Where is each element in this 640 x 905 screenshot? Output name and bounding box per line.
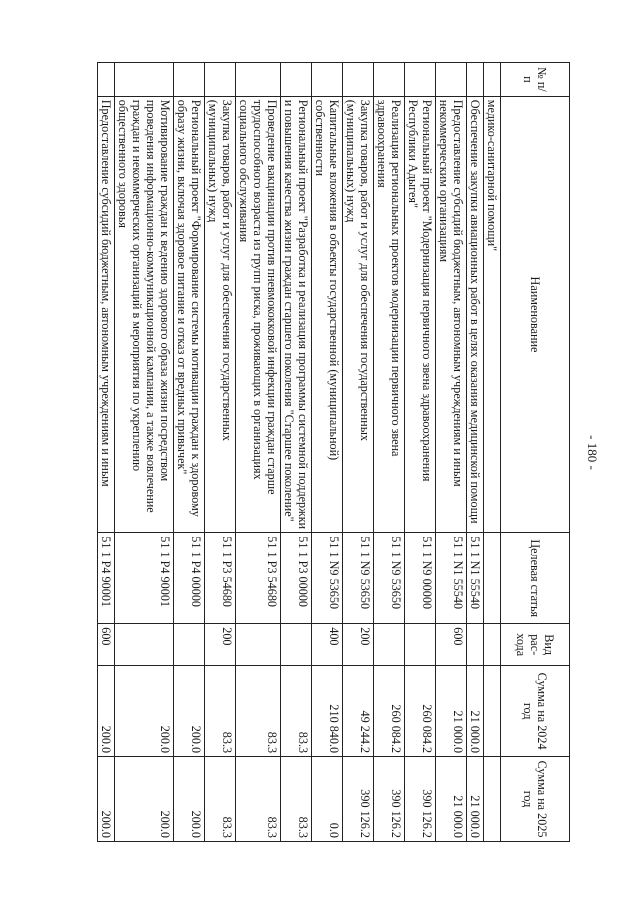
table-row: [236, 63, 281, 842]
cell-kind: [467, 624, 484, 666]
table-row: [467, 63, 484, 842]
cell-code: 51 1 N1 55540: [467, 533, 484, 624]
cell-sum-2025: 0.0: [312, 757, 343, 842]
cell-name: Предоставление субсидий бюджетным, автономным учреждениям и иным некоммерческим организациям: [436, 96, 467, 533]
cell-name: Закупка товаров, работ и услуг для обеспечения государственных (муниципальных) нужд: [205, 96, 236, 533]
cell-sum-2024: [484, 666, 501, 757]
cell-kind: [374, 624, 405, 666]
cell-code: 51 1 P4 90001: [115, 533, 174, 624]
cell-kind: 600: [98, 624, 115, 666]
table-header-row: [501, 63, 570, 842]
header-name: Наименование: [501, 96, 570, 533]
cell-sum-2024: 21 000.0: [467, 666, 484, 757]
cell-code: 51 1 P3 54680: [236, 533, 281, 624]
cell-kind: 600: [436, 624, 467, 666]
cell-sum-2024: 260 084.2: [405, 666, 436, 757]
cell-sum-2024: 200.0: [115, 666, 174, 757]
header-number: № п/п: [501, 63, 570, 97]
cell-name: Закупка товаров, работ и услуг для обеспечения государственных (муниципальных) нужд: [343, 96, 374, 533]
table-row: [343, 63, 374, 842]
cell-sum-2025: 83.3: [236, 757, 281, 842]
cell-sum-2025: 83.3: [281, 757, 312, 842]
cell-sum-2024: 49 244.2: [343, 666, 374, 757]
cell-name: медико-санитарной помощи": [484, 96, 501, 533]
cell-name: Реализация региональных проектов модернизации первичного звена здравоохранения: [374, 96, 405, 533]
cell-kind: [484, 624, 501, 666]
cell-sum-2025: 83.3: [205, 757, 236, 842]
header-kind-line3: хода: [514, 633, 528, 657]
cell-code: 51 1 P3 00000: [281, 533, 312, 624]
cell-kind: 200: [205, 624, 236, 666]
cell-sum-2025: 390 126.2: [374, 757, 405, 842]
header-kind-line1: Вид: [542, 634, 556, 656]
table-row: [405, 63, 436, 842]
cell-name: Обеспечение закупки авиационных работ в целях оказания медицинской помощи: [467, 96, 484, 533]
cell-number: [343, 63, 374, 97]
cell-name: Региональный проект "Модернизация первичного звена здравоохранения Республики Адыгея": [405, 96, 436, 533]
cell-sum-2024: 83.3: [205, 666, 236, 757]
page-number: - 180 -: [585, 435, 600, 470]
cell-name: Региональный проект "Формирование системы мотивации граждан к здоровому образу жизни, включая здоровое питание и отказ от вредных привычек": [174, 96, 205, 533]
cell-code: 51 1 P4 00000: [174, 533, 205, 624]
cell-number: [436, 63, 467, 97]
cell-number: [467, 63, 484, 97]
cell-code: 51 1 P3 54680: [205, 533, 236, 624]
cell-number: [374, 63, 405, 97]
cell-sum-2024: 83.3: [236, 666, 281, 757]
cell-code: [484, 533, 501, 624]
cell-sum-2024: 21 000.0: [436, 666, 467, 757]
cell-sum-2025: 390 126.2: [343, 757, 374, 842]
budget-table: [97, 62, 570, 842]
cell-number: [98, 63, 115, 97]
cell-code: 51 1 P4 90001: [98, 533, 115, 624]
cell-kind: [281, 624, 312, 666]
cell-number: [174, 63, 205, 97]
table-row: [205, 63, 236, 842]
cell-sum-2025: 200.0: [115, 757, 174, 842]
cell-number: [484, 63, 501, 97]
header-kind-line2: рас-: [528, 634, 542, 656]
header-sum-2025: Сумма на 2025 год: [501, 757, 570, 842]
cell-number: [115, 63, 174, 97]
cell-name: Капитальные вложения в объекты государственной (муниципальной) собственности: [312, 96, 343, 533]
cell-number: [312, 63, 343, 97]
table-row: [174, 63, 205, 842]
cell-name: Предоставление субсидий бюджетным, автономным учреждениям и иным: [98, 96, 115, 533]
cell-code: 51 1 N9 53650: [374, 533, 405, 624]
cell-sum-2024: 210 840.0: [312, 666, 343, 757]
cell-number: [236, 63, 281, 97]
cell-kind: 200: [343, 624, 374, 666]
table-row: [98, 63, 115, 842]
table-row: [436, 63, 467, 842]
cell-sum-2025: 21 000.0: [467, 757, 484, 842]
cell-sum-2025: 200.0: [98, 757, 115, 842]
cell-sum-2025: [484, 757, 501, 842]
cell-code: 51 1 N9 00000: [405, 533, 436, 624]
cell-sum-2024: 200.0: [98, 666, 115, 757]
cell-name: Мотивирование граждан к ведению здорового образа жизни посредством проведения информационно-коммуникационной кампании, а также вовлечение граждан и некоммерческих организаций в мероприятия по укреплению общественного здоровья: [115, 96, 174, 533]
table-row: [281, 63, 312, 842]
table-row: [484, 63, 501, 842]
header-kind: [501, 624, 570, 666]
cell-kind: [405, 624, 436, 666]
cell-sum-2025: 390 126.2: [405, 757, 436, 842]
cell-kind: [174, 624, 205, 666]
table-row: [374, 63, 405, 842]
header-code: Целевая статья: [501, 533, 570, 624]
cell-name: Проведение вакцинации против пневмококковой инфекции граждан старше трудоспособного возраста из групп риска, проживающих в организациях социального обслуживания: [236, 96, 281, 533]
cell-code: 51 1 N9 53650: [343, 533, 374, 624]
cell-code: 51 1 N1 55540: [436, 533, 467, 624]
cell-sum-2025: 200.0: [174, 757, 205, 842]
table-row: [312, 63, 343, 842]
cell-kind: [115, 624, 174, 666]
cell-sum-2024: 83.3: [281, 666, 312, 757]
cell-name: Региональный проект "Разработка и реализация программы системной поддержки и повышения качества жизни граждан старшего поколения "Старшее поколение": [281, 96, 312, 533]
cell-number: [405, 63, 436, 97]
cell-sum-2025: 21 000.0: [436, 757, 467, 842]
cell-sum-2024: 260 084.2: [374, 666, 405, 757]
cell-sum-2024: 200.0: [174, 666, 205, 757]
cell-code: 51 1 N9 53650: [312, 533, 343, 624]
table-row: [115, 63, 174, 842]
header-sum-2024: Сумма на 2024 год: [501, 666, 570, 757]
cell-kind: 400: [312, 624, 343, 666]
cell-number: [205, 63, 236, 97]
cell-kind: [236, 624, 281, 666]
cell-number: [281, 63, 312, 97]
